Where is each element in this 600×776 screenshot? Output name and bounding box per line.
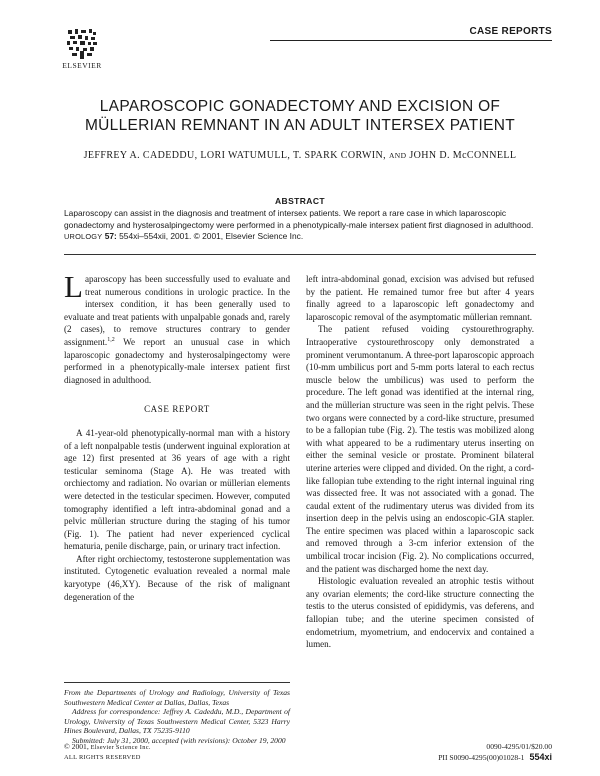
abstract-citation: 554xi–554xii, 2001. © 2001, Elsevier Science Inc. (119, 231, 304, 242)
section-divider (270, 40, 552, 41)
case-paragraph-2: After right orchiectomy, testosterone supplementation was instituted. Cytogenetic evaluation revealed a normal male karyotype (46,XY). Because of the risk of malignant degeneration of the (64, 553, 290, 602)
abstract-volume: 57: (104, 231, 117, 242)
intro-text-end: We report an unusual case in which laparoscopic gonadectomy and hysterosalpingectomy were performed in a phenotypically-male intersex patient first diagnosed in adulthood. (64, 336, 290, 385)
right-paragraph-3: Histologic evaluation revealed an atrophic testis without any ovarian elements; the cord-like structure connecting the testis to the uterus consisted of epididymis, vas deferens, and fallopian tube; and the uterine specimen consisted of endometrium, myometrium, and endocervix and contained a lumen. (306, 576, 534, 650)
authors-and: AND (388, 151, 407, 160)
body-column-right (306, 273, 534, 651)
abstract-journal: UROLOGY (64, 232, 103, 242)
article-title (40, 97, 560, 135)
abstract-body: Laparoscopy can assist in the diagnosis and treatment of intersex patients. We report a rare case in which laparoscopic gonadectomy and hysterosalpingectomy were performed in a phenotypically-male intersex patient first diagnosed in adulthood. (64, 208, 534, 230)
footnotes (64, 688, 290, 746)
rights-reserved: ALL RIGHTS RESERVED (64, 754, 141, 761)
abstract-divider (64, 254, 536, 255)
right-paragraph-2: The patient refused voiding cystourethrography. Intraoperative cystourethroscopy only demonstrated a prominent verumontanum. A three-port laparoscopic approach (10-mm umbilicus port and 5-mm ports lateral to each rectus muscle below the umbilicus) was used to perform the procedure. The left gonad was identified at the internal ring, and the müllerian structure was seen in the right pelvis. These two organs were connected by a cord-like structure, presumed to be a fallopian tube (Fig. 2). The testis was mobilized along with what appeared to be a rudimentary uterus inserting on either the seminal vesicle or prostate. Prominent bilateral uterine arteries were clipped and divided. On the right, a cord-like fallopian tube extending to the right internal inguinal ring was dissected free. It was not associated with a gonad. The caudal extent of the rudimentary uterus was divided from its insertion deep in the pelvis using an endoscopic-GIA stapler. The entire specimen was placed within a laparoscopic sack and removed through a 3-cm inferior extension of the umbilical trocar incision (Fig. 2). No complications occurred, and the patient was discharged home the next day. (306, 324, 534, 574)
footnote-divider (64, 682, 290, 683)
authors-last: JOHN D. McCONNELL (409, 150, 517, 161)
intro-paragraph (64, 269, 290, 386)
footnote-submitted: Submitted: July 31, 2000, accepted (with revisions): October 19, 2000 (72, 735, 286, 745)
drop-cap: L (64, 269, 83, 304)
case-report-heading: CASE REPORT (144, 404, 210, 415)
issn: 0090-4295/01/$20.00 (486, 742, 552, 751)
abstract-heading: ABSTRACT (275, 196, 325, 206)
body-column-left (64, 269, 290, 603)
pii: PII S0090-4295(00)01028-1 (438, 753, 525, 762)
elsevier-tree-icon (66, 28, 98, 60)
copyright-prefix: © 2001, (64, 742, 89, 751)
page-number: 554xi (529, 752, 552, 762)
footnote-correspondence: Address for correspondence: Jeffrey A. Cadeddu, M.D., Department of Urology, University of Texas Southwestern Medical Center, 5323 Harry Hines Boulevard, Dallas, TX 75235-9110 (64, 707, 290, 736)
title-line-2: MÜLLERIAN REMNANT IN AN ADULT INTERSEX PATIENT (84, 117, 516, 134)
abstract-text (64, 208, 536, 243)
section-label: CASE REPORTS (469, 26, 552, 37)
publisher-name: ELSEVIER (62, 61, 102, 70)
case-paragraph-1: A 41-year-old phenotypically-normal man with a history of a left nonpalpable testis (underwent inguinal exploration at age 12) first presented at 36 years of age with a right testicular seminoma (Stage A). He was treated with orchiectomy and radiation. No ovarian or müllerian elements were detected in the testicular specimen. However, computed tomography identified a left intra-abdominal gonad and a pelvic müllerian structure during the staging of his tumor (Fig. 1). The patient had never experienced cyclical hematuria, penile discharge, pain, or urinary tract infection. (64, 427, 290, 552)
footer-copyright (64, 742, 151, 763)
footnote-affiliation: From the Departments of Urology and Radiology, University of Texas Southwestern Medical Center at Dallas, Dallas, Texas (64, 688, 290, 707)
intro-text: aparoscopy has been successfully used to evaluate and treat numerous conditions in urologic practice. In the intersex condition, it has been generally used to evaluate and treat patients with unpalpable gonads and, rarely (2 cases), to remove structures contrary to gender assignment. (64, 274, 290, 347)
publisher-logo (62, 28, 102, 70)
author-list (40, 150, 560, 161)
title-line-1: LAPAROSCOPIC GONADECTOMY AND EXCISION OF (99, 98, 501, 115)
copyright-publisher: Elsevier Science Inc. (90, 744, 151, 751)
footer-identifiers (438, 742, 552, 763)
right-paragraph-1: left intra-abdominal gonad, excision was advised but refused by the patient. He remained tumor free but after 4 years finally agreed to a laparoscopic left gonadectomy and laparoscopic removal of the asymptomatic müllerian remnant. (306, 274, 534, 322)
intro-reference: 1,2 (107, 336, 115, 343)
authors-main: JEFFREY A. CADEDDU, LORI WATUMULL, T. SPARK CORWIN, (83, 150, 387, 161)
